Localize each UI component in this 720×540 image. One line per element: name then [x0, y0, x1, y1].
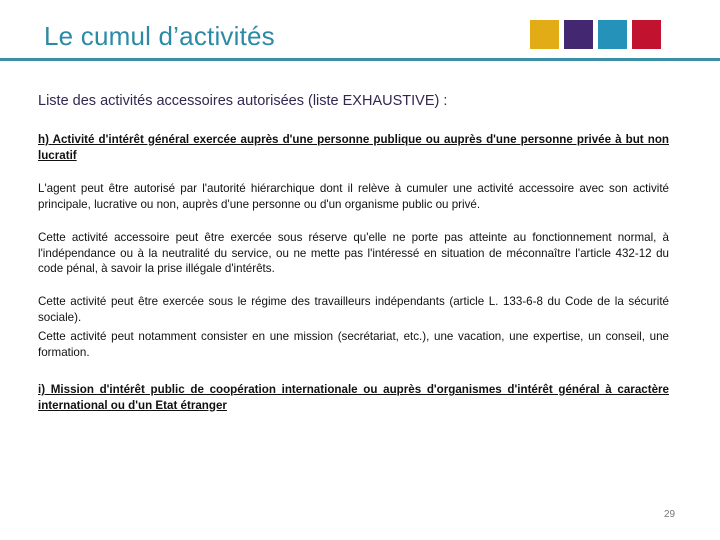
- paragraph: Cette activité peut notamment consister en une mission (secrétariat, etc.), une vacation, une expertise, un conseil, une formation.: [38, 330, 669, 359]
- section-h-heading: h) Activité d'intérêt général exercée auprès d'une personne publique ou auprès d'une personne privée à but non lucratif: [38, 133, 669, 162]
- blue-square: [598, 20, 627, 49]
- paragraph: L'agent peut être autorisé par l'autorité hiérarchique dont il relève à cumuler une activité accessoire avec son activité principale, lucrative ou non, auprès d'une personne ou d'un organisme public ou privé.: [38, 182, 669, 211]
- paragraph: Cette activité peut être exercée sous le régime des travailleurs indépendants (article L. 133-6-8 du Code de la sécurité sociale).: [38, 295, 669, 324]
- page-number: 29: [664, 509, 676, 520]
- page-title: Le cumul d’activités: [44, 21, 275, 51]
- subtitle: Liste des activités accessoires autorisées (liste EXHAUSTIVE) :: [38, 93, 448, 109]
- header-divider: [0, 58, 720, 61]
- yellow-square: [530, 20, 559, 49]
- section-i-heading: i) Mission d'intérêt public de coopération internationale ou auprès d'organismes d'intérêt général à caractère international ou d'un Etat étranger: [38, 383, 669, 412]
- purple-square: [564, 20, 593, 49]
- paragraph: Cette activité accessoire peut être exercée sous réserve qu'elle ne porte pas atteinte au fonctionnement normal, à l'indépendance ou à la neutralité du service, ou ne mette pas l'intéressé en situation de méconnaître l'article 432-12 du code pénal, à savoir la prise illégale d'intérêts.: [38, 231, 669, 275]
- red-square: [632, 20, 661, 49]
